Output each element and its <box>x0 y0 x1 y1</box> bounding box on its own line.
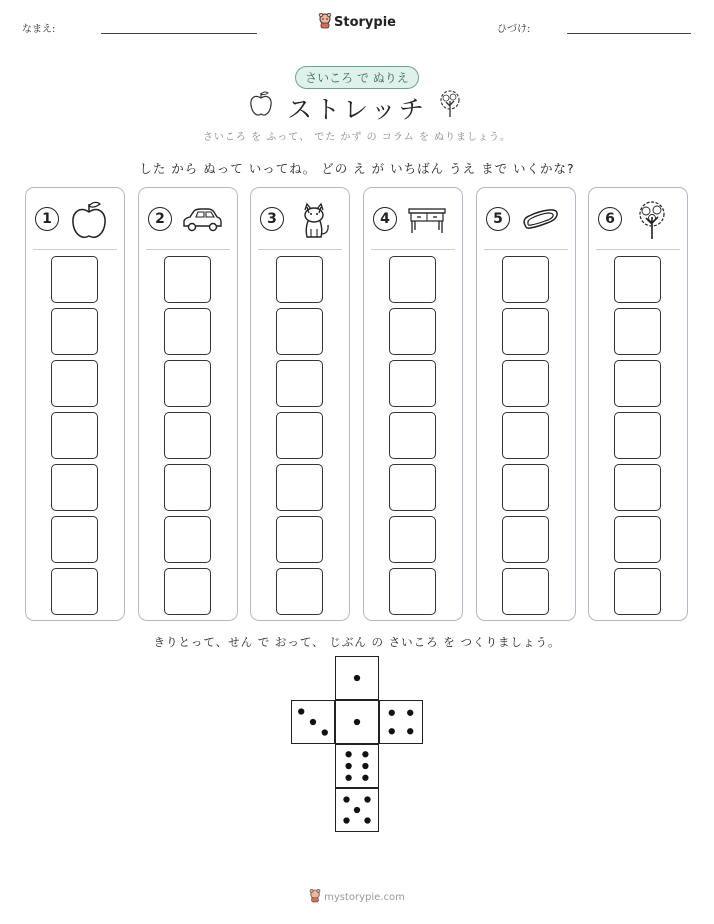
color-box[interactable] <box>614 360 661 407</box>
column-4 <box>363 187 463 621</box>
badge <box>0 66 714 89</box>
rubber-band-icon <box>519 199 561 241</box>
footer-mascot-icon <box>309 889 321 906</box>
column-3 <box>250 187 350 621</box>
column-number: 4 <box>373 207 397 231</box>
cut-instruction: きりとって、せん で おって、 じぶん の さいころ を つくりましょう。 <box>153 635 561 649</box>
color-box[interactable] <box>276 516 323 563</box>
color-box[interactable] <box>276 412 323 459</box>
color-box[interactable] <box>51 516 98 563</box>
color-box[interactable] <box>502 516 549 563</box>
color-box[interactable] <box>51 308 98 355</box>
name-label: なまえ: <box>22 24 56 35</box>
color-box[interactable] <box>51 464 98 511</box>
color-box[interactable] <box>164 360 211 407</box>
column-divider <box>596 249 680 250</box>
tree-icon <box>631 199 673 241</box>
color-box[interactable] <box>51 360 98 407</box>
column-number: 6 <box>598 207 622 231</box>
color-box[interactable] <box>614 308 661 355</box>
color-box[interactable] <box>614 568 661 615</box>
brand-logo <box>0 13 714 33</box>
color-box[interactable] <box>276 464 323 511</box>
color-box[interactable] <box>502 568 549 615</box>
brand-name: Storypie <box>334 15 396 30</box>
page-title: ストレッチ <box>287 95 427 124</box>
column-6 <box>588 187 688 621</box>
die-face-3 <box>291 700 335 744</box>
color-box[interactable] <box>502 412 549 459</box>
color-box[interactable] <box>614 412 661 459</box>
color-box[interactable] <box>276 256 323 303</box>
color-box[interactable] <box>389 516 436 563</box>
column-divider <box>146 249 230 250</box>
badge-text: さいころ で ぬりえ <box>295 66 419 89</box>
color-box[interactable] <box>614 256 661 303</box>
column-divider <box>33 249 117 250</box>
subtitle: さいころ を ふって、 でた かず の コラム を ぬりましょう。 <box>202 132 512 143</box>
column-divider <box>371 249 455 250</box>
color-box[interactable] <box>164 464 211 511</box>
color-box[interactable] <box>164 308 211 355</box>
color-box[interactable] <box>502 308 549 355</box>
color-box[interactable] <box>51 412 98 459</box>
color-box[interactable] <box>164 412 211 459</box>
color-box[interactable] <box>614 516 661 563</box>
column-5 <box>476 187 576 621</box>
name-line <box>101 33 257 34</box>
color-box[interactable] <box>389 412 436 459</box>
footer <box>0 889 714 906</box>
apple-icon <box>68 199 110 241</box>
column-number: 5 <box>486 207 510 231</box>
color-box[interactable] <box>502 464 549 511</box>
die-face-1 <box>335 700 379 744</box>
title-tree-icon <box>437 89 463 123</box>
color-box[interactable] <box>164 256 211 303</box>
color-box[interactable] <box>276 568 323 615</box>
die-face-5 <box>335 788 379 832</box>
date-label: ひづけ: <box>497 24 531 35</box>
color-box[interactable] <box>502 256 549 303</box>
column-number: 1 <box>35 207 59 231</box>
color-box[interactable] <box>389 360 436 407</box>
column-1 <box>25 187 125 621</box>
color-box[interactable] <box>51 568 98 615</box>
color-box[interactable] <box>389 568 436 615</box>
column-divider <box>484 249 568 250</box>
color-box[interactable] <box>164 516 211 563</box>
mascot-icon <box>318 13 332 33</box>
die-face-6 <box>335 744 379 788</box>
instruction: した から ぬって いってね。 どの え が いちばん うえ まで いくかな? <box>139 161 575 176</box>
car-icon <box>181 199 223 241</box>
date-line <box>567 33 691 34</box>
color-box[interactable] <box>164 568 211 615</box>
color-box[interactable] <box>614 464 661 511</box>
desk-icon <box>406 199 448 241</box>
color-box[interactable] <box>502 360 549 407</box>
cat-icon <box>293 199 335 241</box>
column-number: 2 <box>148 207 172 231</box>
column-number: 3 <box>260 207 284 231</box>
color-box[interactable] <box>51 256 98 303</box>
color-box[interactable] <box>389 256 436 303</box>
footer-url[interactable]: mystorypie.com <box>324 892 405 903</box>
die-face-4 <box>379 700 423 744</box>
color-box[interactable] <box>389 464 436 511</box>
die-face-1 <box>335 656 379 700</box>
color-box[interactable] <box>276 308 323 355</box>
column-divider <box>258 249 342 250</box>
color-box[interactable] <box>389 308 436 355</box>
color-box[interactable] <box>276 360 323 407</box>
column-2 <box>138 187 238 621</box>
